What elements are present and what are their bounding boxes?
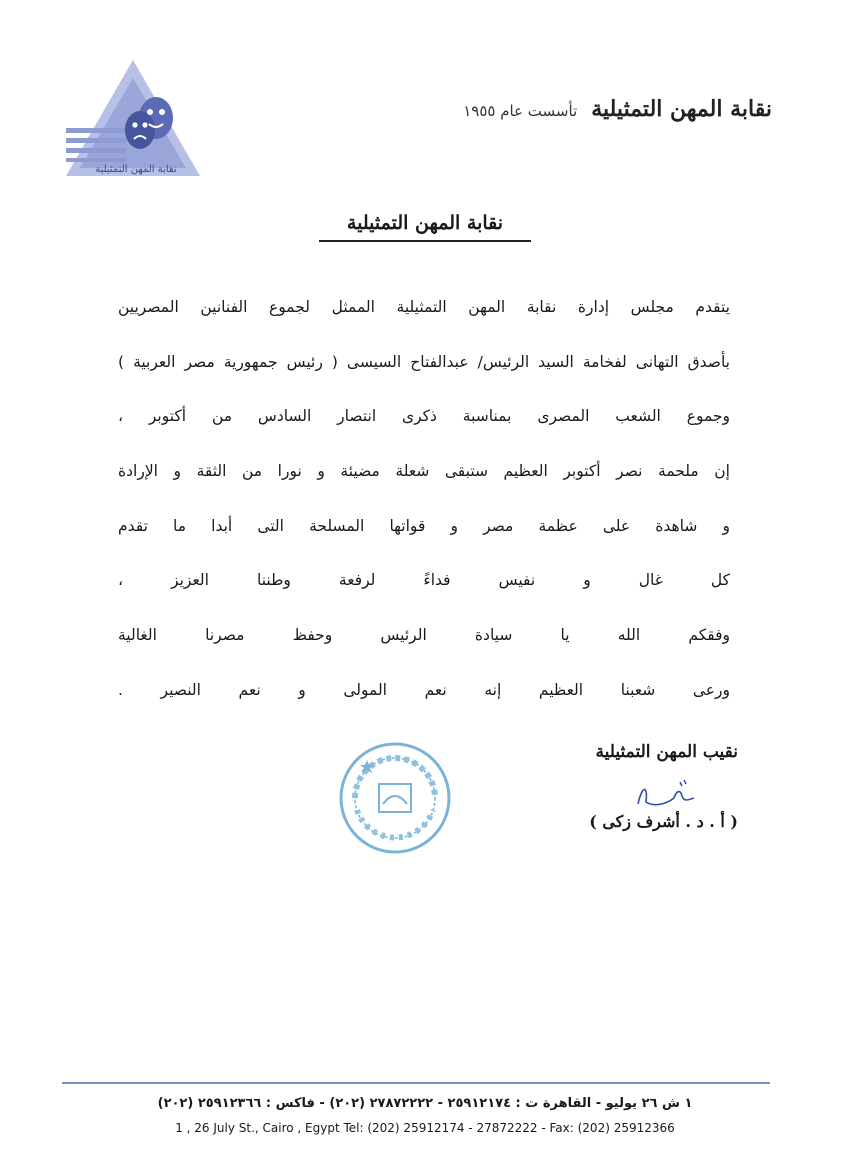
logo-caption: نقابة المهن التمثيلية <box>95 164 177 175</box>
footer-rule <box>62 1082 770 1084</box>
body-line: بأصدق التهانى لفخامة السيد الرئيس/ عبدالفتاح السيسى ( رئيس جمهورية مصر العربية ) <box>118 352 730 371</box>
body-line: و شاهدة على عظمة مصر و قواتها المسلحة التى أبدا ما تقدم <box>118 516 730 535</box>
signatory-name: ( أ . د . أشرف زكى ) <box>589 812 738 831</box>
letter-title-wrap <box>0 212 850 234</box>
footer-address-arabic: ١ ش ٢٦ يوليو - القاهرة ت : ٢٥٩١٢١٧٤ - ٢٧٨٧٢٢٢٢ (٢٠٢) - فاكس : ٢٥٩١٢٣٦٦ (٢٠٢) <box>157 1096 693 1111</box>
syndicate-logo <box>58 58 203 183</box>
footer-address-english: 1 , 26 July St., Cairo , Egypt Tel: (202) 25912174 - 27872222 - Fax: (202) 25912366 <box>175 1121 675 1135</box>
founded-year: تأسست عام ١٩٥٥ <box>463 102 578 120</box>
letter-title: نقابة المهن التمثيلية <box>319 212 531 242</box>
letterhead <box>463 96 772 122</box>
body-line: إن ملحمة نصر أكتوبر العظيم ستبقى شعلة مضيئة و نورا من الثقة و الإرادة <box>118 462 730 481</box>
body-line: يتقدم مجلس إدارة نقابة المهن التمثيلية الممثل لجموع الفنانين المصريين <box>118 298 730 316</box>
signatory-title: نقيب المهن التمثيلية <box>595 742 738 762</box>
letter-body <box>118 280 730 718</box>
handwritten-signature <box>630 776 700 816</box>
org-name: نقابة المهن التمثيلية <box>591 96 772 122</box>
body-line: وجموع الشعب المصرى بمناسبة ذكرى انتصار السادس من أكتوبر ، <box>118 407 730 426</box>
body-line: وفقكم الله يا سيادة الرئيس وحفظ مصرنا الغالية <box>118 626 730 645</box>
body-line: كل غال و نفيس فداءً لرفعة وطننا العزيز ، <box>118 571 730 590</box>
body-line: ورعى شعبنا العظيم إنه نعم المولى و نعم النصير . <box>118 680 730 699</box>
official-seal <box>335 738 455 858</box>
